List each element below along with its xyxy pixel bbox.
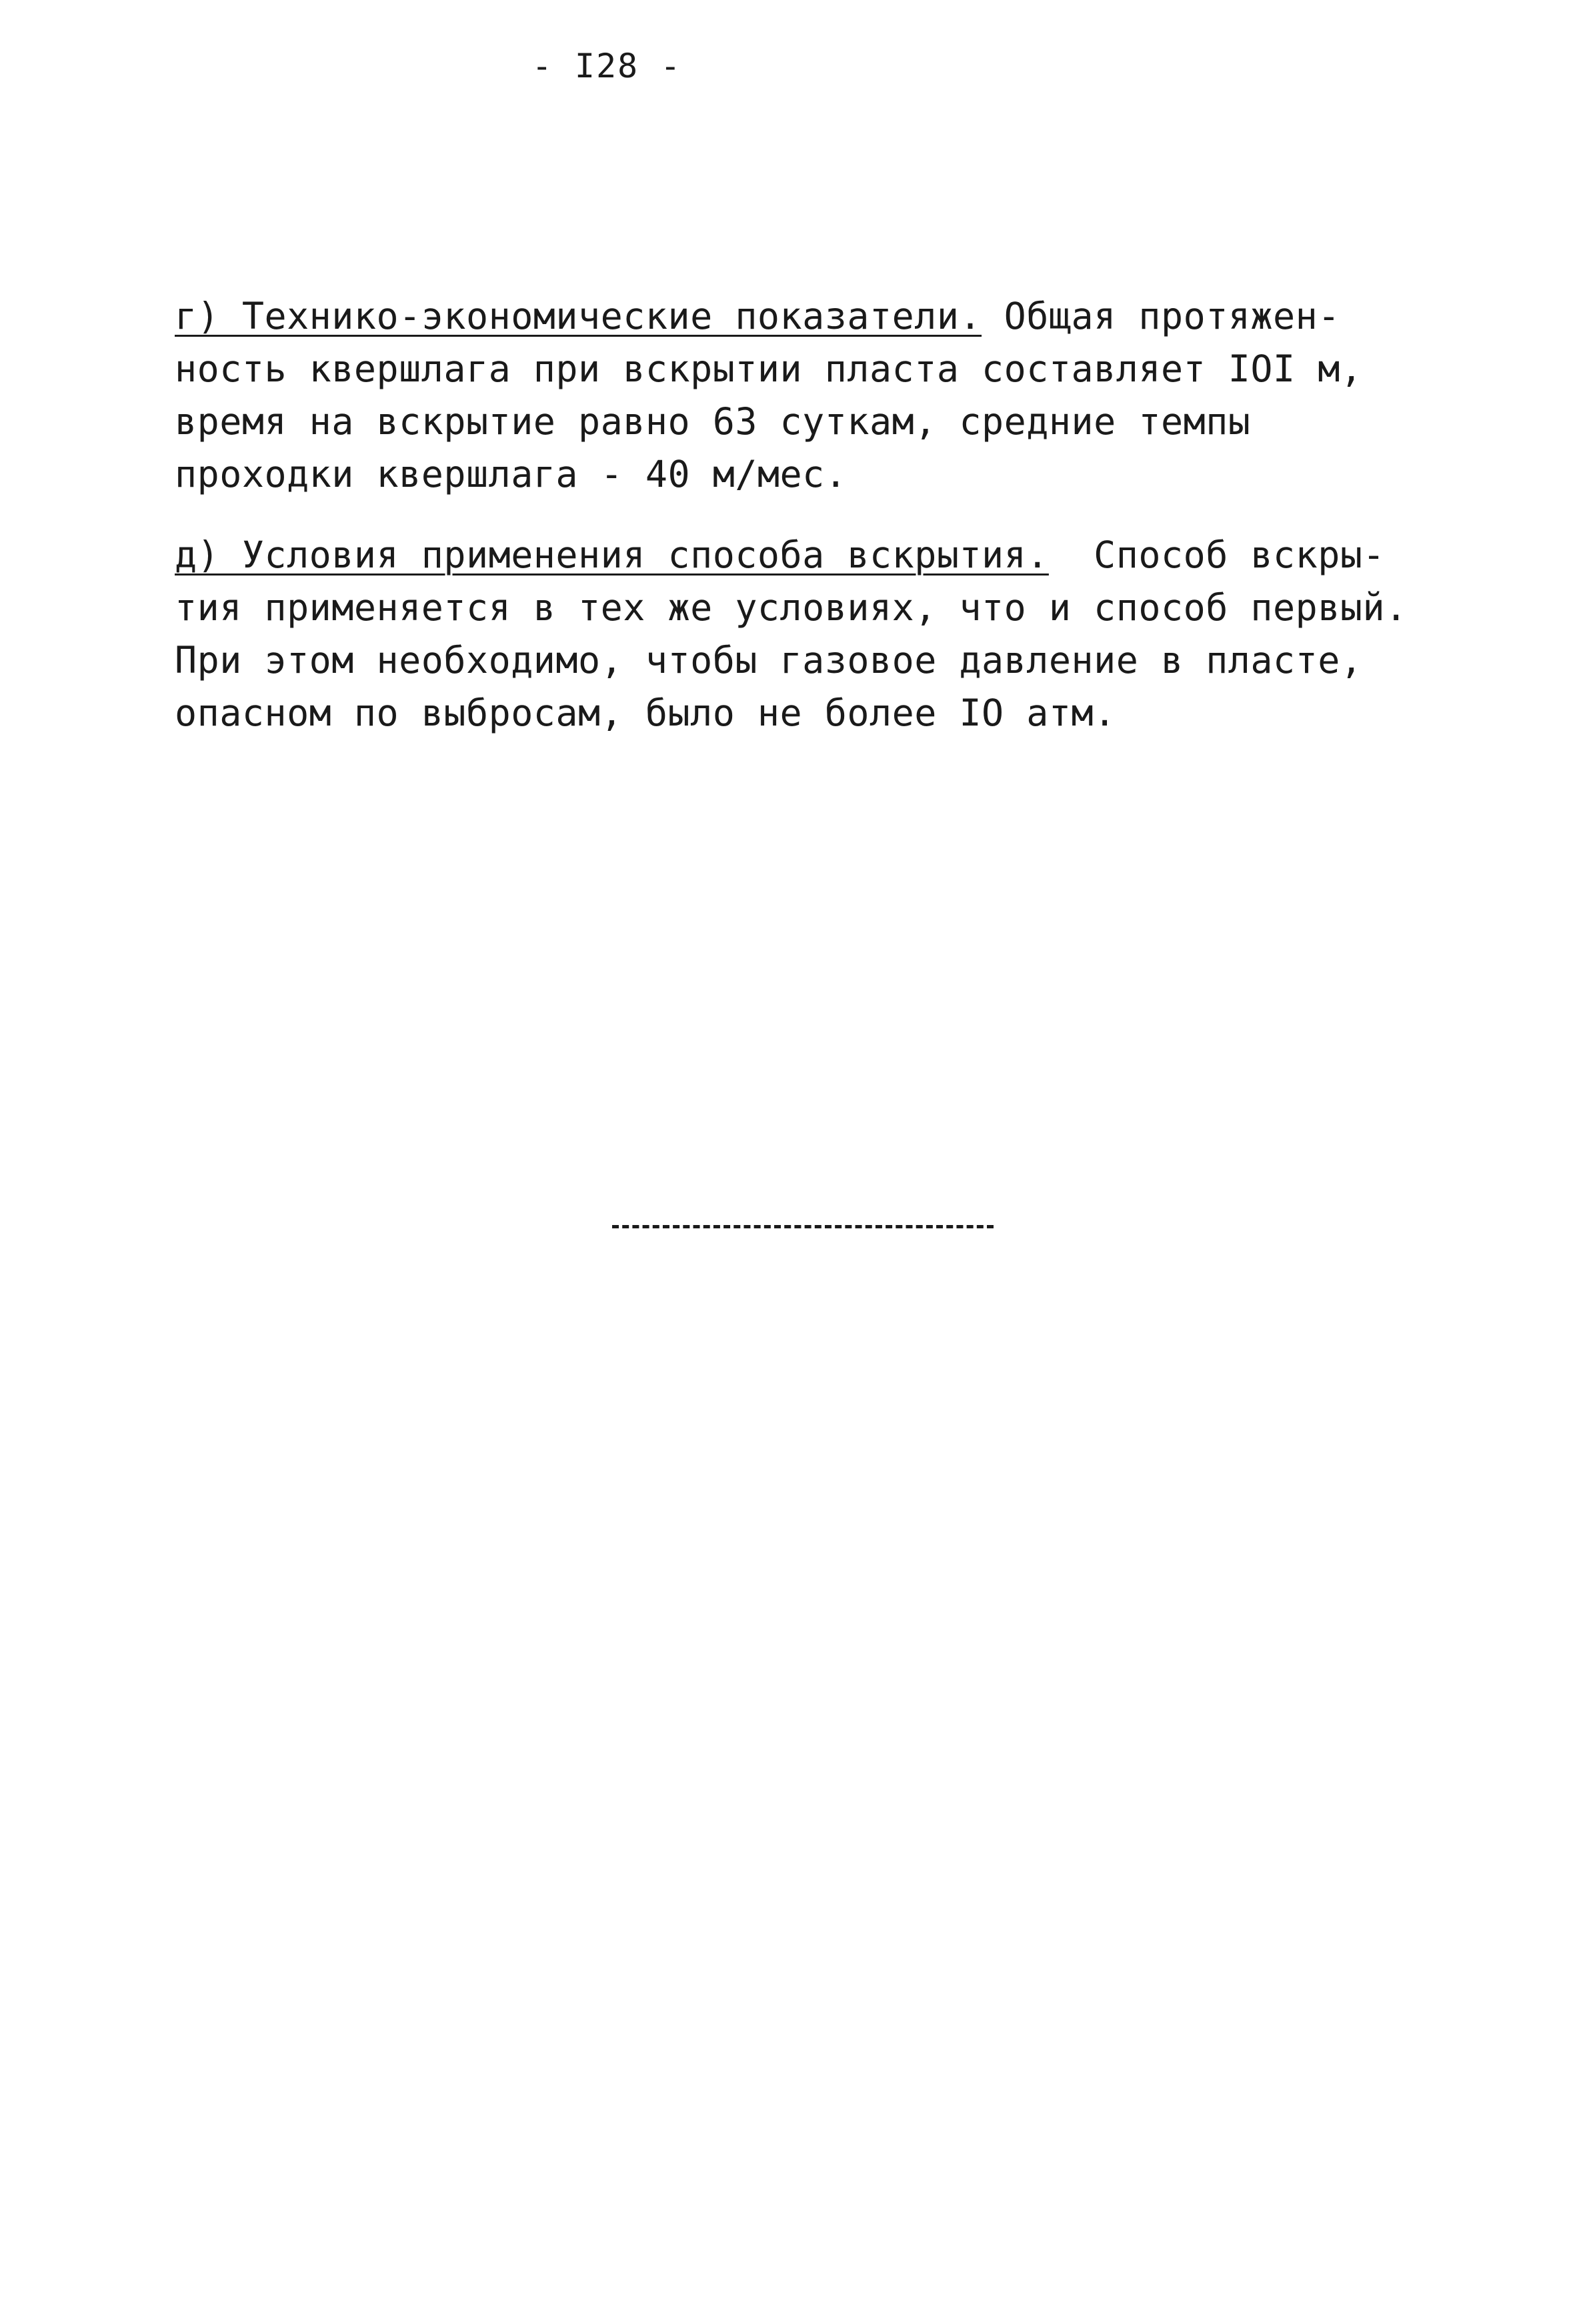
paragraph-line: время на вскрытие равно 63 суткам, средние темпы [175, 400, 1251, 443]
section-end-divider [612, 1225, 994, 1228]
section-heading: г) Технико-экономические показатели. [175, 295, 982, 337]
section-technical-economic-indicators [175, 290, 1428, 501]
paragraph-line: ность квершлага при вскрытии пласта составляет IOI м, [175, 347, 1363, 390]
paragraph-line: опасном по выбросам, было не более IO атм. [175, 692, 1116, 734]
page-number: - I28 - [531, 47, 682, 85]
paragraph-line [175, 290, 1428, 343]
paragraph-text: Общая протяжен- [982, 295, 1340, 337]
paragraph-line: При этом необходимо, чтобы газовое давление в пласте, [175, 639, 1363, 682]
paragraph-line: тия применяется в тех же условиях, что и способ первый. [175, 586, 1408, 629]
paragraph-line [175, 529, 1428, 582]
paragraph-line: проходки квершлага - 40 м/мес. [175, 453, 848, 495]
section-heading: д) Условия применения способа вскрытия. [175, 533, 1049, 576]
section-application-conditions [175, 529, 1428, 740]
paragraph-text: Способ вскры- [1048, 533, 1386, 576]
